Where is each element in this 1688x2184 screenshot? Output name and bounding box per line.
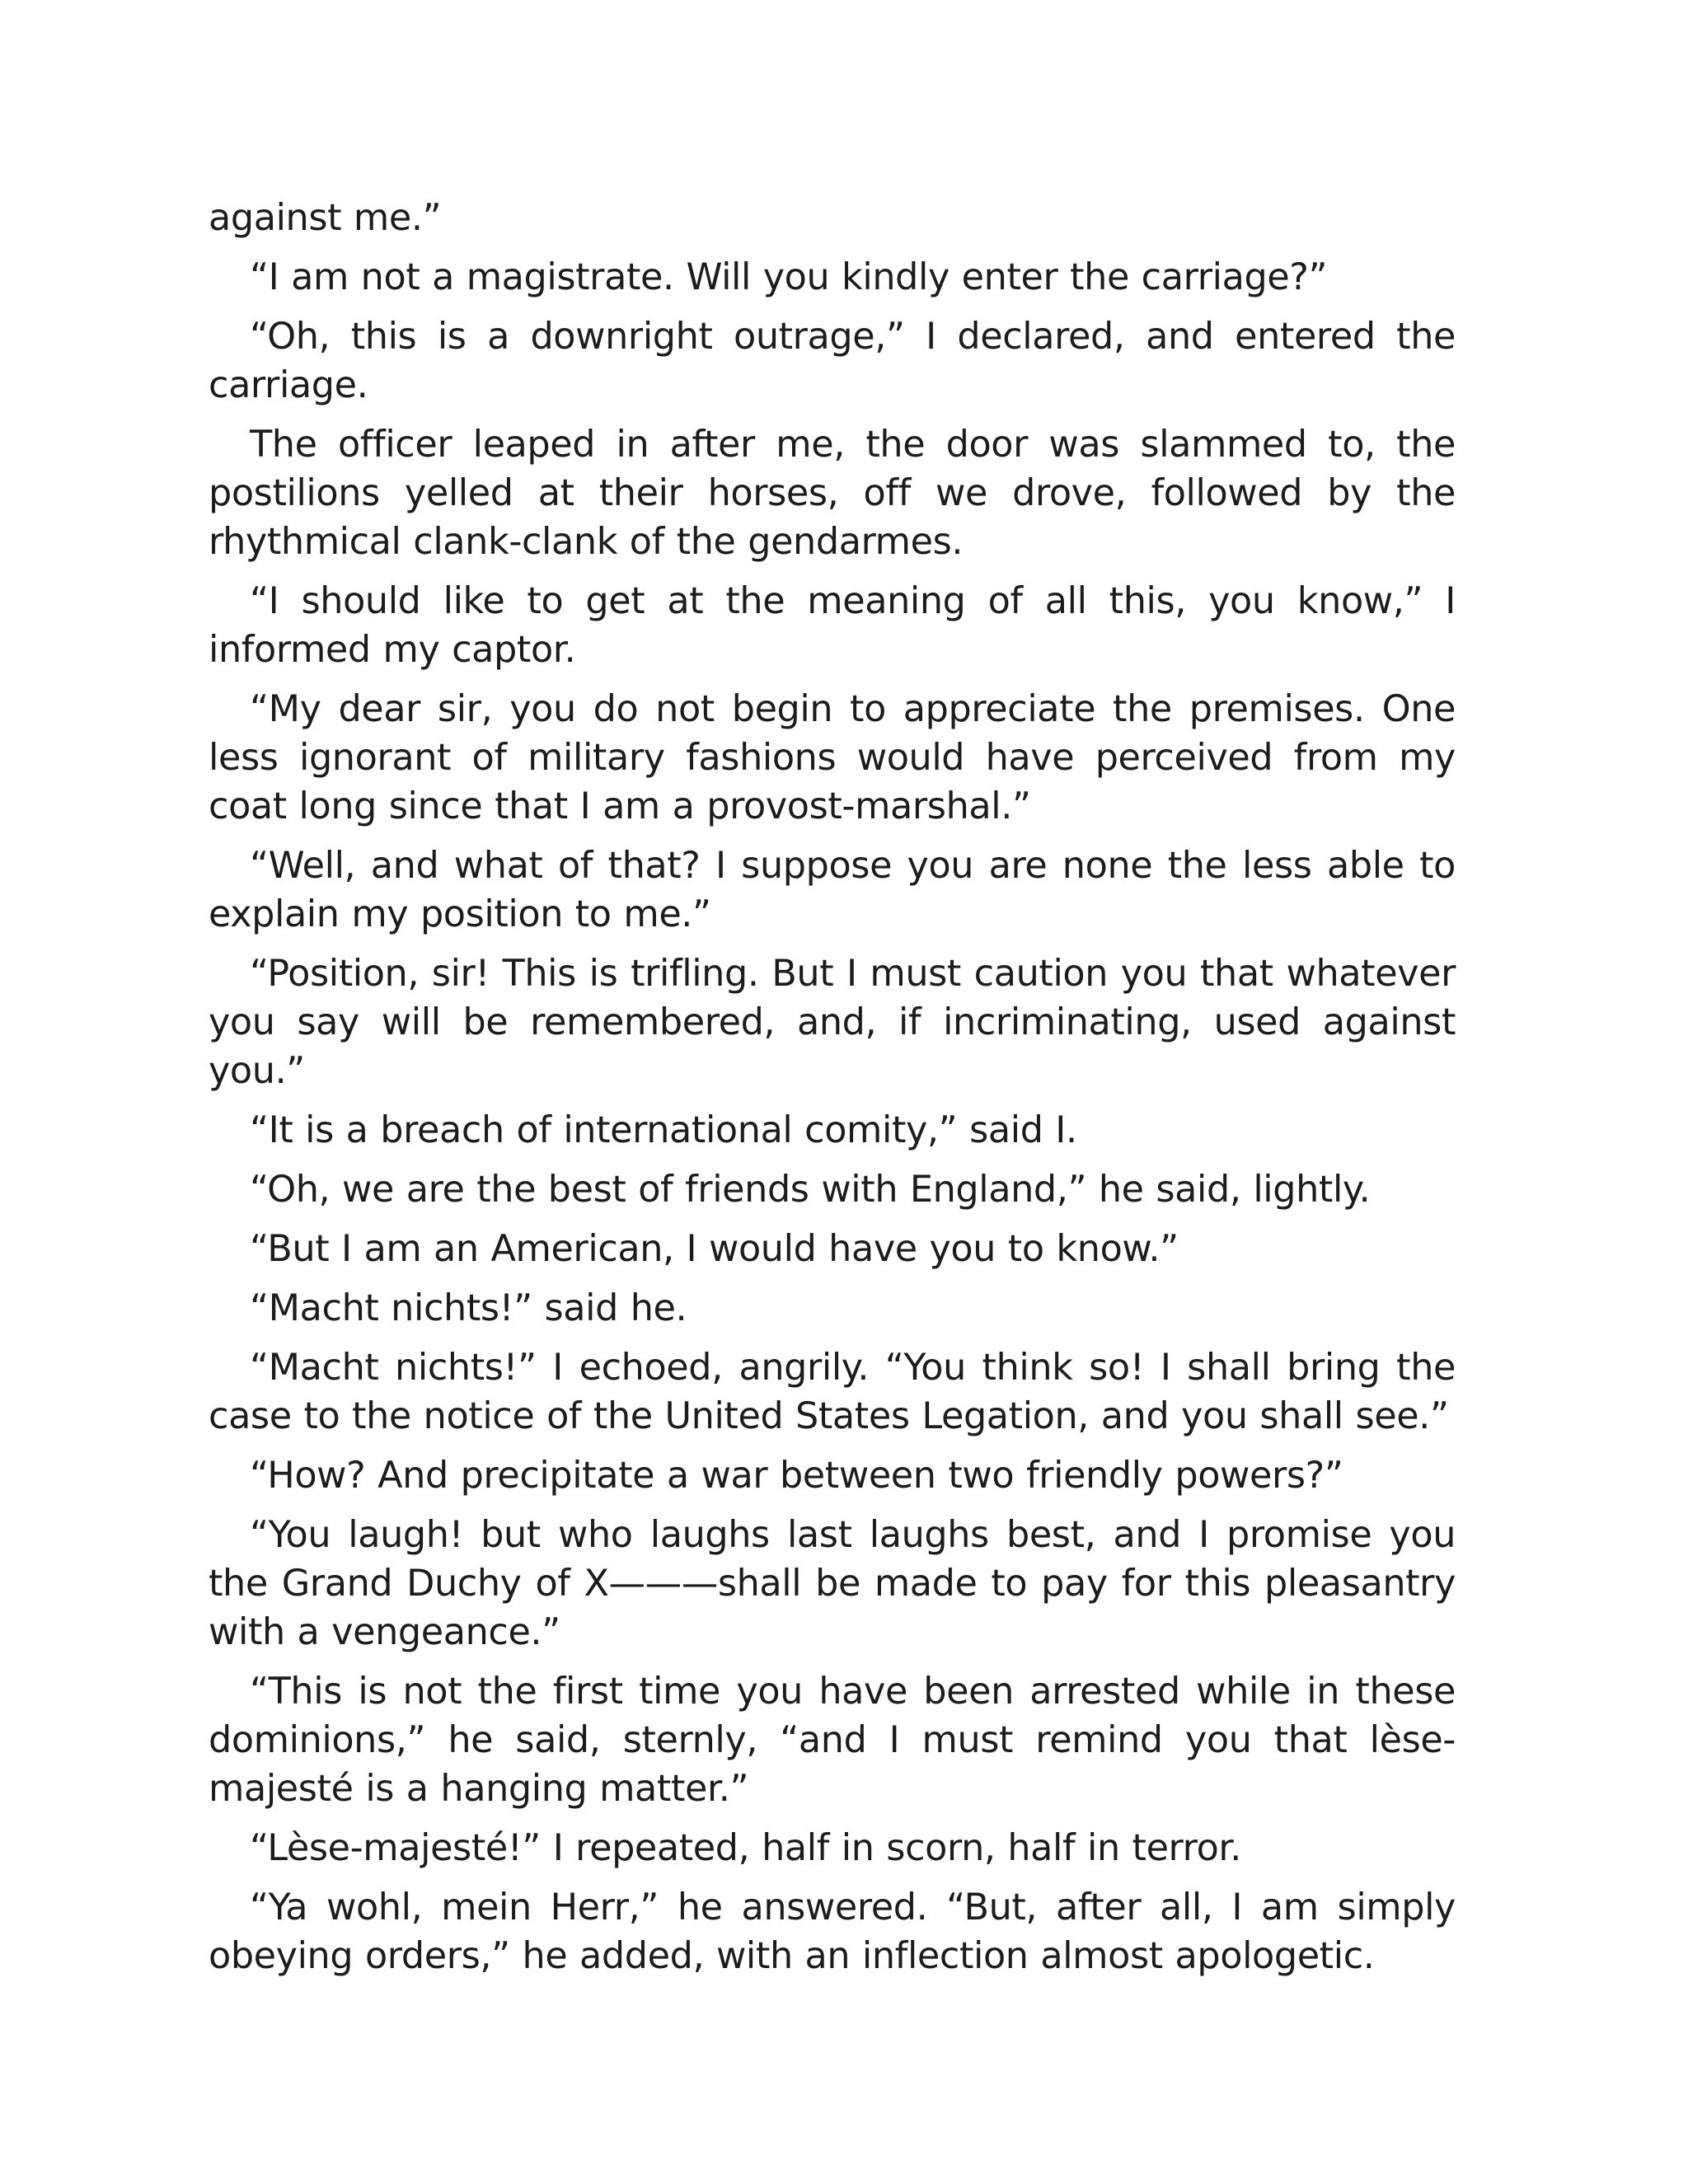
paragraph: “But I am an American, I would have you to know.” xyxy=(250,1228,1179,1270)
paragraph: “Position, sir! This is trifling. But I must caution you that whatever you say will be remembered, and, if incriminating, used against you.” xyxy=(209,953,1456,1092)
paragraph: “Well, and what of that? I suppose you are none the less able to explain my position to me.” xyxy=(209,845,1456,935)
paragraph: The officer leaped in after me, the door was slammed to, the postilions yelled at their horses, off we drove, followed by the rhythmical clank-clank of the gendarmes. xyxy=(209,424,1456,563)
page-text xyxy=(209,194,1456,1991)
paragraph: “Ya wohl, mein Herr,” he answered. “But, after all, I am simply obeying orders,” he added, with an inflection almost apologetic. xyxy=(209,1886,1456,1977)
paragraph: “My dear sir, you do not begin to appreciate the premises. One less ignorant of military fashions would have perceived from my coat long since that I am a provost-marshal.” xyxy=(209,688,1456,827)
paragraph: “Oh, this is a downright outrage,” I declared, and entered the carriage. xyxy=(209,316,1456,406)
paragraph: “I am not a magistrate. Will you kindly enter the carriage?” xyxy=(250,256,1328,298)
paragraph: “Macht nichts!” I echoed, angrily. “You think so! I shall bring the case to the notice of the United States Legation, and you shall see.” xyxy=(209,1347,1456,1437)
paragraph: “How? And precipitate a war between two friendly powers?” xyxy=(250,1455,1343,1497)
paragraph: against me.” xyxy=(209,197,442,239)
paragraph: “This is not the first time you have been arrested while in these dominions,” he said, sternly, “and I must remind you that lèse-majesté is a hanging matter.” xyxy=(209,1671,1456,1810)
paragraph: “It is a breach of international comity,” said I. xyxy=(250,1109,1077,1151)
paragraph: “I should like to get at the meaning of all this, you know,” I informed my captor. xyxy=(209,580,1456,671)
paragraph: “Lèse-majesté!” I repeated, half in scorn, half in terror. xyxy=(250,1827,1241,1869)
paragraph: “Oh, we are the best of friends with England,” he said, lightly. xyxy=(250,1169,1371,1211)
paragraph: “Macht nichts!” said he. xyxy=(250,1287,687,1329)
paragraph: “You laugh! but who laughs last laughs best, and I promise you the Grand Duchy of X———shall be made to pay for this pleasantry with a vengeance.” xyxy=(209,1514,1456,1653)
